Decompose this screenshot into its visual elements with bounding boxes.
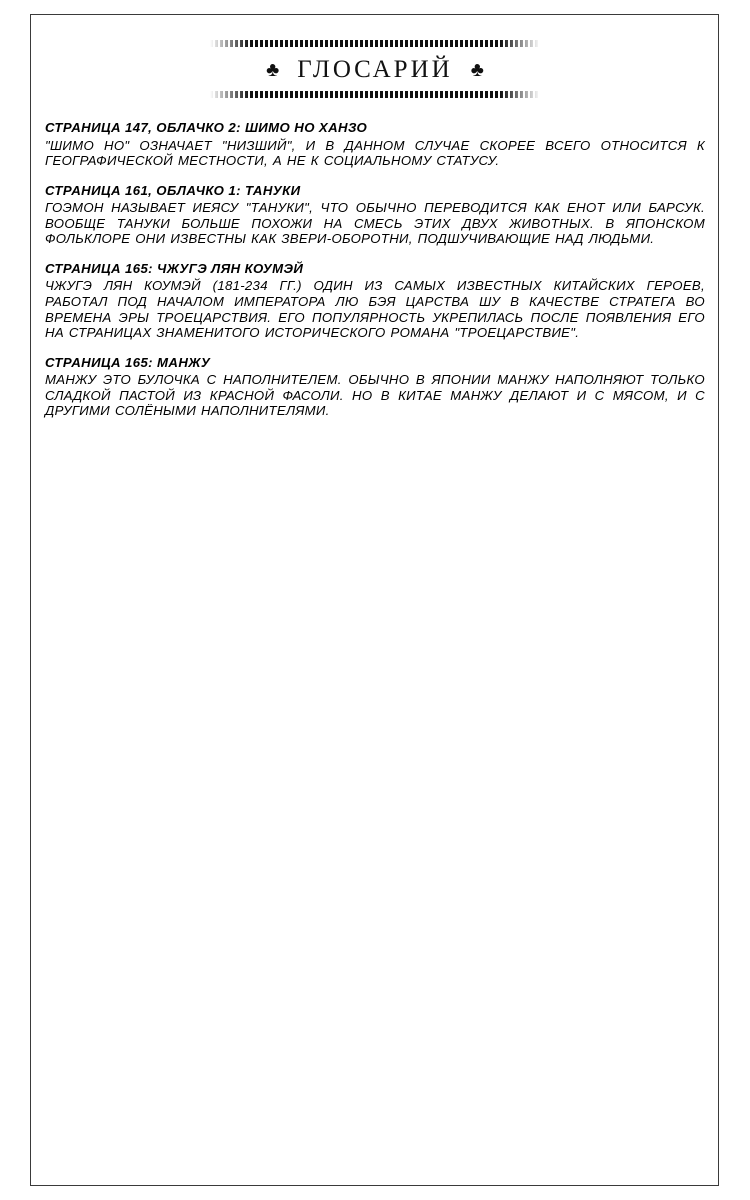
page-content — [45, 40, 705, 433]
ornamental-rule-top — [210, 40, 540, 47]
entry-body: МАНЖУ ЭТО БУЛОЧКА С НАПОЛНИТЕЛЕМ. ОБЫЧНО В ЯПОНИИ МАНЖУ НАПОЛНЯЮТ ТОЛЬКО СЛАДКОЙ ПАСТОЙ ИЗ КРАСНОЙ ФАСОЛИ. НО В КИТАЕ МАНЖУ ДЕЛАЮТ И С МЯСОМ, И С ДРУГИМИ СОЛЁНЫМИ НАПОЛНИТЕЛЯМИ. — [45, 372, 705, 419]
glossary-entry — [45, 261, 705, 341]
entry-heading: СТРАНИЦА 147, ОБЛАЧКО 2: ШИМО НО ХАНЗО — [45, 120, 368, 135]
entry-heading: СТРАНИЦА 161, ОБЛАЧКО 1: ТАНУКИ — [45, 182, 301, 198]
ornamental-rule-bottom — [210, 91, 540, 98]
page-title: ГЛОСАРИЙ — [297, 56, 453, 83]
entry-heading: СТРАНИЦА 165: ЧЖУГЭ ЛЯН КОУМЭЙ — [45, 260, 304, 276]
club-icon-left: ♣ — [266, 59, 280, 81]
page-header — [45, 40, 705, 98]
title-row — [45, 56, 705, 84]
club-icon-right: ♣ — [470, 59, 484, 81]
entry-body: ГОЭМОН НАЗЫВАЕТ ИЕЯСУ "ТАНУКИ", ЧТО ОБЫЧНО ПЕРЕВОДИТСЯ КАК ЕНОТ ИЛИ БАРСУК. ВООБЩЕ ТАНУКИ БОЛЬШЕ ПОХОЖИ НА СМЕСЬ ЭТИХ ДВУХ ЖИВОТНЫХ. В ЯПОНСКОМ ФОЛЬКЛОРЕ ОНИ ИЗВЕСТНЫ КАК ЗВЕРИ-ОБОРОТНИ, ПОДШУЧИВАЮЩИЕ НАД ЛЮДЬМИ. — [45, 200, 705, 247]
glossary-entry — [45, 120, 705, 169]
glossary-entry — [45, 355, 705, 419]
entry-heading: СТРАНИЦА 165: МАНЖУ — [45, 354, 211, 370]
entry-body: "ШИМО НО" ОЗНАЧАЕТ "НИЗШИЙ", И В ДАННОМ СЛУЧАЕ СКОРЕЕ ВСЕГО ОТНОСИТСЯ К ГЕОГРАФИЧЕСКОЙ МЕСТНОСТИ, А НЕ К СОЦИАЛЬНОМУ СТАТУСУ. — [45, 137, 705, 169]
entry-body: ЧЖУГЭ ЛЯН КОУМЭЙ (181-234 ГГ.) ОДИН ИЗ САМЫХ ИЗВЕСТНЫХ КИТАЙСКИХ ГЕРОЕВ, РАБОТАЛ ПОД НАЧАЛОМ ИМПЕРАТОРА ЛЮ БЭЯ ЦАРСТВА ШУ В КАЧЕСТВЕ СТРАТЕГА ВО ВРЕМЕНА ЭРЫ ТРОЕЦАРСТВИЯ. ЕГО ПОПУЛЯРНОСТЬ УКРЕПИЛАСЬ ПОСЛЕ ПОЯВЛЕНИЯ ЕГО НА СТРАНИЦАХ ЗНАМЕНИТОГО ИСТОРИЧЕСКОГО РОМАНА "ТРОЕЦАРСТВИЕ". — [45, 278, 705, 341]
glossary-entry — [45, 183, 705, 247]
